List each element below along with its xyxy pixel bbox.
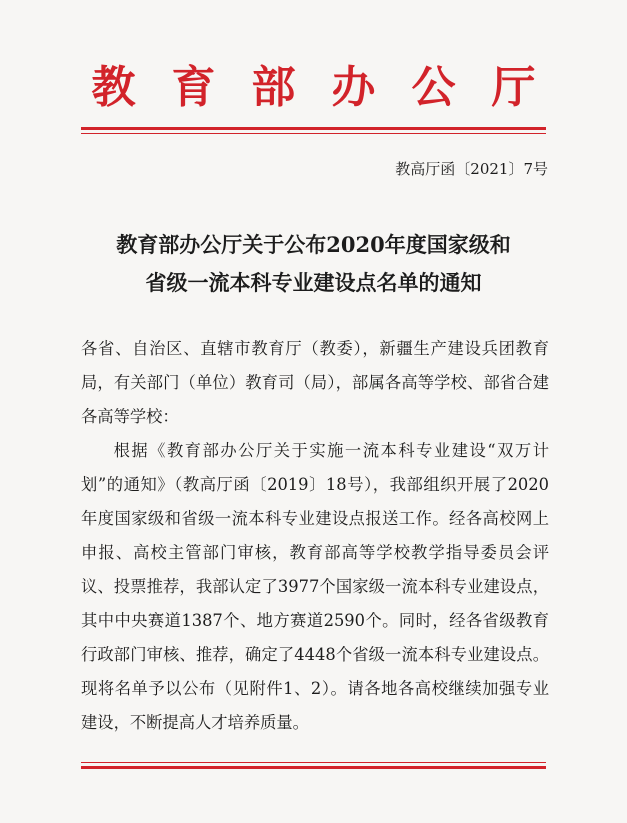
footer-rule-thick	[81, 766, 546, 769]
document-number: 教高厅函〔2021〕7号	[395, 160, 548, 178]
letterhead-title: 教育部办公厅	[91, 62, 572, 113]
salutation: 各省、自治区、直辖市教育厅（教委），新疆生产建设兵团教育局，有关部门（单位）教育司（局），部属各高等学校、部省合建各高等学校：	[81, 339, 549, 426]
letterhead-rule-thin	[81, 133, 546, 134]
document-title	[70, 226, 557, 302]
title-line-2: 省级一流本科专业建设点名单的通知	[145, 270, 482, 295]
title-line-1: 教育部办公厅关于公布2020年度国家级和	[116, 232, 511, 257]
document-body	[81, 332, 549, 740]
body-paragraph: 根据《教育部办公厅关于实施一流本科专业建设“双万计划”的通知》（教高厅函〔2019〕18号），我部组织开展了2020年度国家级和省级一流本科专业建设点报送工作。经各高校网上申报、高校主管部门审核，教育部高等学校教学指导委员会评议、投票推荐，我部认定了3977个国家级一流本科专业建设点，其中中央赛道1387个、地方赛道2590个。同时，经各省级教育行政部门审核、推荐，确定了4448个省级一流本科专业建设点。现将名单予以公布（见附件1、2）。请各地各高校继续加强专业建设，不断提高人才培养质量。	[81, 441, 549, 732]
footer-rule-thin	[81, 762, 546, 763]
letterhead-rule-thick	[81, 127, 546, 130]
